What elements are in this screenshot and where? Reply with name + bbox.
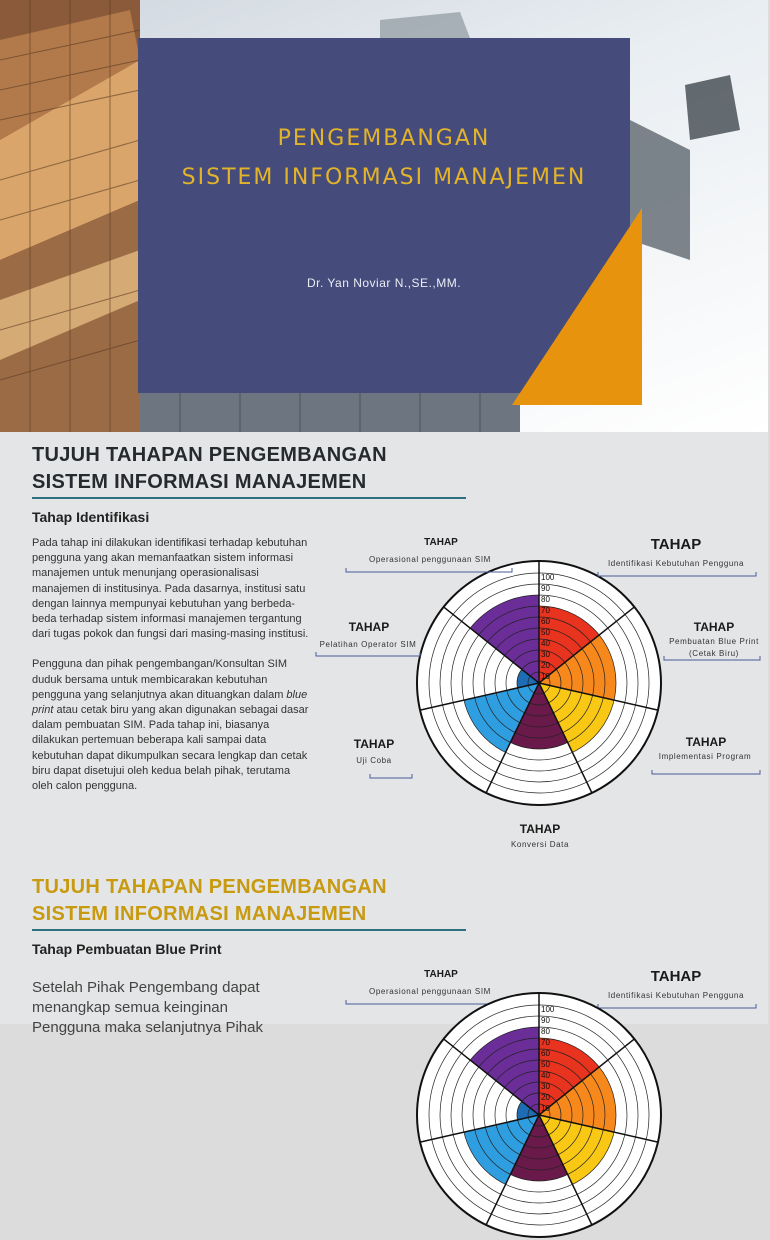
content-slide-identifikasi <box>0 432 768 864</box>
stages-wheel-diagram <box>414 558 664 808</box>
label-pelatihan-sub <box>308 640 428 649</box>
label-sub: Pelatihan Operator SIM <box>319 640 417 649</box>
body-line-3: Pengguna maka selanjutnya Pihak <box>32 1019 263 1036</box>
ring-value-label: 20 <box>541 1093 550 1102</box>
label-heading: TAHAP <box>650 968 702 985</box>
label-sub: Pembuatan Blue Print (Cetak Biru) <box>669 637 759 658</box>
label-heading: TAHAP <box>424 969 458 980</box>
body-line-1: Setelah Pihak Pengembang dapat <box>32 979 260 996</box>
section-subheading: Tahap Pembuatan Blue Print <box>32 941 222 957</box>
label-konversi <box>502 822 578 836</box>
slide-heading-line2: SISTEM INFORMASI MANAJEMEN <box>32 471 367 493</box>
label-ujicoba <box>336 737 412 751</box>
ring-value-label: 90 <box>541 584 550 593</box>
label-sub: Identifikasi Kebutuhan Pengguna <box>607 559 745 568</box>
label-identifikasi-sub <box>596 559 756 568</box>
paragraph-2-part-b: atau cetak biru yang akan digunakan sebagai dasar dalam pembuatan SIM. Pada tahap ini, biasanya dilakukan pertemuan beberapa kali sampai data kebutuhan dapat dikumpulkan secara lengkap dan cetak biru dapat disetujui oleh kedua belah pihak, terutama oleh calon pengguna. <box>32 704 309 793</box>
label-sub: Konversi Data <box>510 840 570 849</box>
paragraph-2-part-a: Pengguna dan pihak pengembangan/Konsultan SIM duduk bersama untuk membicarakan kebutuhan pengguna yang selanjutnya akan dituangkan dalam <box>32 658 288 701</box>
ring-value-label: 30 <box>541 650 550 659</box>
label-ujicoba-sub <box>336 756 412 765</box>
slide-heading <box>32 442 387 496</box>
label-operasional-sub <box>330 555 530 564</box>
ring-value-label: 10 <box>541 1104 550 1113</box>
label-heading: TAHAP <box>424 537 458 548</box>
label-pelatihan <box>330 620 408 634</box>
ring-value-label: 80 <box>541 595 550 604</box>
ring-value-label: 10 <box>541 672 550 681</box>
label-heading: TAHAP <box>353 737 395 751</box>
label-implementasi-sub <box>640 752 770 761</box>
ring-value-label: 70 <box>541 1038 550 1047</box>
label-sub: Uji Coba <box>356 756 392 765</box>
label-heading: TAHAP <box>693 620 735 634</box>
slide-heading-line1: TUJUH TAHAPAN PENGEMBANGAN <box>32 876 387 898</box>
section-subheading: Tahap Identifikasi <box>32 509 150 525</box>
body-text <box>32 536 310 809</box>
heading-underline <box>32 497 466 499</box>
label-sub: Operasional penggunaan SIM <box>369 987 491 996</box>
stages-wheel-diagram <box>414 990 664 1240</box>
ring-value-label: 60 <box>541 617 550 626</box>
label-sub: Operasional penggunaan SIM <box>369 555 491 564</box>
ring-value-label: 30 <box>541 1082 550 1091</box>
label-heading: TAHAP <box>519 822 561 836</box>
label-heading: TAHAP <box>650 536 702 553</box>
ring-value-label: 50 <box>541 1060 550 1069</box>
label-implementasi <box>668 735 744 749</box>
ring-value-label: 50 <box>541 628 550 637</box>
label-sub: Identifikasi Kebutuhan Pengguna <box>607 991 745 1000</box>
ring-value-label: 60 <box>541 1049 550 1058</box>
ring-value-label: 100 <box>541 573 555 582</box>
paragraph-1: Pada tahap ini dilakukan identifikasi terhadap kebutuhan pengguna yang akan memanfaatkan sistem informasi manajemen untuk menunjang operasionalisasi manajemen di institusinya. Pada dasarnya, institusi satu dengan lainnya mempunyai kebutuhan yang berbeda-beda terhadap sistem informasi manajemen tergantung dari tugas pokok dan fungsi dari masing-masing institusi. <box>32 537 309 641</box>
content-slide-blueprint <box>0 864 768 1113</box>
ring-value-label: 80 <box>541 1027 550 1036</box>
ring-value-label: 40 <box>541 1071 550 1080</box>
slide-heading-line2: SISTEM INFORMASI MANAJEMEN <box>32 903 367 925</box>
ring-value-label: 70 <box>541 606 550 615</box>
paragraph-2 <box>32 657 310 794</box>
title-slide <box>0 0 768 432</box>
ring-value-label: 100 <box>541 1005 555 1014</box>
label-identifikasi <box>634 536 718 553</box>
accent-triangle <box>0 0 768 432</box>
ring-value-label: 90 <box>541 1016 550 1025</box>
label-sub: Implementasi Program <box>658 752 752 761</box>
label-konversi-sub <box>490 840 590 849</box>
ring-value-label: 20 <box>541 661 550 670</box>
presentation-title-line1: PENGEMBANGAN <box>277 126 491 151</box>
label-heading: TAHAP <box>348 620 390 634</box>
author-name: Dr. Yan Noviar N.,SE.,MM. <box>306 276 462 290</box>
presentation-title-line2: SISTEM INFORMASI MANAJEMEN <box>181 165 587 190</box>
label-blueprint <box>676 620 752 634</box>
blue-print-emphasis: blue print <box>32 688 308 717</box>
slide-heading-line1: TUJUH TAHAPAN PENGEMBANGAN <box>32 444 387 466</box>
ring-value-label: 40 <box>541 639 550 648</box>
label-heading: TAHAP <box>685 735 727 749</box>
body-line-2: menangkap semua keinginan <box>32 999 228 1016</box>
label-blueprint-sub <box>666 636 762 660</box>
label-operasional <box>403 537 479 548</box>
